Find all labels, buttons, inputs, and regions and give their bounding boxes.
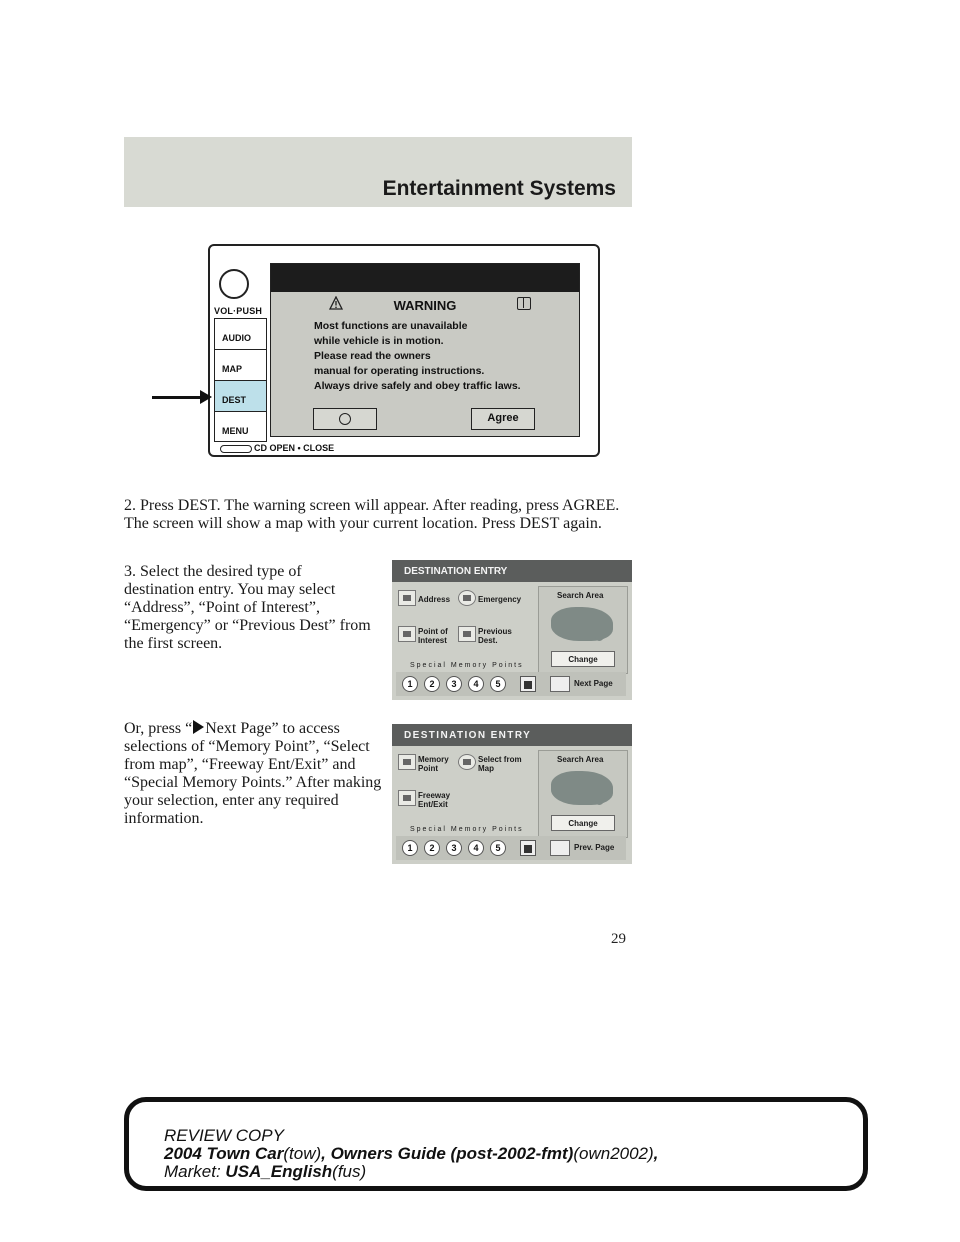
vol-push-label: VOL·PUSH — [214, 306, 263, 316]
address-option: Address — [418, 595, 451, 604]
memory-point-3: 3 — [446, 840, 462, 856]
freeway-line: Freeway — [418, 791, 451, 800]
model-code: (tow) — [283, 1144, 322, 1163]
review-copy-text — [164, 1127, 658, 1181]
memory-point-1: 1 — [402, 840, 418, 856]
next-arrow-icon — [550, 676, 570, 692]
model-name: 2004 Town Car — [164, 1144, 284, 1163]
freeway-option — [418, 791, 450, 809]
freeway-icon — [398, 790, 416, 806]
warning-line: while vehicle is in motion. — [314, 335, 444, 347]
change-button: Change — [551, 815, 615, 831]
search-area-label: Search Area — [557, 755, 604, 764]
poi-option — [418, 627, 448, 645]
memory-points-strip — [396, 836, 626, 860]
freeway-line: Ent/Exit — [418, 800, 448, 809]
dest-screen-title: DESTINATION ENTRY — [392, 560, 632, 582]
agree-button: Agree — [471, 408, 535, 430]
poi-icon — [398, 626, 416, 642]
menu-button: MENU — [215, 411, 267, 442]
poi-line: Interest — [418, 636, 447, 645]
prev-line: Dest. — [478, 636, 498, 645]
select-line: Map — [478, 764, 494, 773]
guide-name: , Owners Guide (post-2002-fmt) — [321, 1144, 574, 1163]
paragraph-text: Or, press “ — [124, 720, 193, 737]
cd-label: CD OPEN • CLOSE — [254, 443, 335, 453]
dest-screen-title: DESTINATION ENTRY — [392, 724, 632, 746]
header-band — [124, 137, 632, 207]
paragraph-text: Next Page” to access selections of “Memory Point”, “Select from map”, “Freeway Ent/Exit” and “Special Memory Points.” After making your selection, enter any required information. — [124, 720, 382, 827]
prev-page-button — [550, 840, 614, 856]
special-memory-points-label: Special Memory Points — [410, 662, 524, 669]
head-unit-illustration — [208, 244, 600, 457]
memory-point-5: 5 — [490, 676, 506, 692]
review-model-line — [164, 1145, 658, 1163]
warning-line: Please read the owners — [314, 350, 431, 362]
select-map-icon — [458, 754, 476, 770]
memory-line: Point — [418, 764, 438, 773]
manual-book-icon — [517, 297, 531, 310]
market-name: USA_English — [225, 1162, 333, 1181]
warning-message — [314, 319, 521, 394]
next-arrow-icon — [193, 720, 204, 734]
warning-title: WARNING — [393, 298, 457, 313]
market-label: Market: — [164, 1162, 221, 1181]
previous-dest-option — [478, 627, 512, 645]
phone-icon — [339, 413, 351, 425]
separator-comma: , — [653, 1144, 659, 1163]
phone-button — [313, 408, 377, 430]
home-icon — [520, 840, 536, 856]
memory-point-option — [418, 755, 449, 773]
prev-page-label: Prev. Page — [574, 843, 615, 853]
page-number: 29 — [611, 931, 626, 947]
map-button: MAP — [215, 349, 267, 380]
poi-line: Point of — [418, 627, 448, 636]
pointer-arrow-icon — [200, 390, 212, 404]
destination-entry-screen-1 — [392, 560, 632, 700]
special-memory-points-label: Special Memory Points — [410, 826, 524, 833]
home-icon — [520, 676, 536, 692]
us-map-icon — [551, 771, 613, 805]
us-map-icon — [551, 607, 613, 641]
section-title: Entertainment Systems — [382, 177, 616, 200]
warning-line: manual for operating instructions. — [314, 365, 485, 377]
memory-point-2: 2 — [424, 676, 440, 692]
memory-point-5: 5 — [490, 840, 506, 856]
memory-points-strip — [396, 672, 626, 696]
volume-knob-icon — [219, 269, 249, 299]
dest-button: DEST — [215, 380, 267, 411]
market-code: (fus) — [332, 1162, 367, 1181]
review-copy-label: REVIEW COPY — [164, 1126, 284, 1145]
memory-point-2: 2 — [424, 840, 440, 856]
memory-point-3: 3 — [446, 676, 462, 692]
cd-slot-icon — [220, 445, 252, 453]
paragraph-next-page — [124, 720, 384, 828]
search-area-panel — [538, 586, 628, 674]
address-icon — [398, 590, 416, 606]
select-line: Select from — [478, 755, 522, 764]
paragraph-step-3: 3. Select the desired type of destination entry. You may select “Address”, “Point of Interest”, “Emergency” or “Previous Dest” from the first screen. — [124, 563, 371, 652]
search-area-label: Search Area — [557, 591, 604, 600]
search-area-panel — [538, 750, 628, 838]
select-from-map-option — [478, 755, 522, 773]
paragraph-step-2: 2. Press DEST. The warning screen will appear. After reading, press AGREE. The screen will show a map with your current location. Press DEST again. — [124, 497, 620, 532]
next-page-button — [550, 676, 613, 692]
emergency-icon — [458, 590, 476, 606]
side-button-column — [214, 318, 267, 442]
memory-point-4: 4 — [468, 840, 484, 856]
prev-line: Previous — [478, 627, 512, 636]
emergency-option: Emergency — [478, 595, 522, 604]
screen-top-bar — [271, 264, 579, 292]
warning-line: Most functions are unavailable — [314, 320, 468, 332]
cd-open-close — [220, 443, 334, 453]
pointer-arrow-line — [152, 396, 202, 399]
previous-dest-icon — [458, 626, 476, 642]
memory-line: Memory — [418, 755, 449, 764]
destination-entry-screen-2 — [392, 724, 632, 864]
warning-screen — [270, 263, 580, 437]
memory-point-1: 1 — [402, 676, 418, 692]
prev-arrow-icon — [550, 840, 570, 856]
memory-point-icon — [398, 754, 416, 770]
review-market-line — [164, 1163, 658, 1181]
warning-line: Always drive safely and obey traffic laws. — [314, 380, 521, 392]
guide-code: (own2002) — [573, 1144, 654, 1163]
next-page-label: Next Page — [574, 679, 613, 689]
change-button: Change — [551, 651, 615, 667]
memory-point-4: 4 — [468, 676, 484, 692]
audio-button: AUDIO — [215, 318, 267, 349]
